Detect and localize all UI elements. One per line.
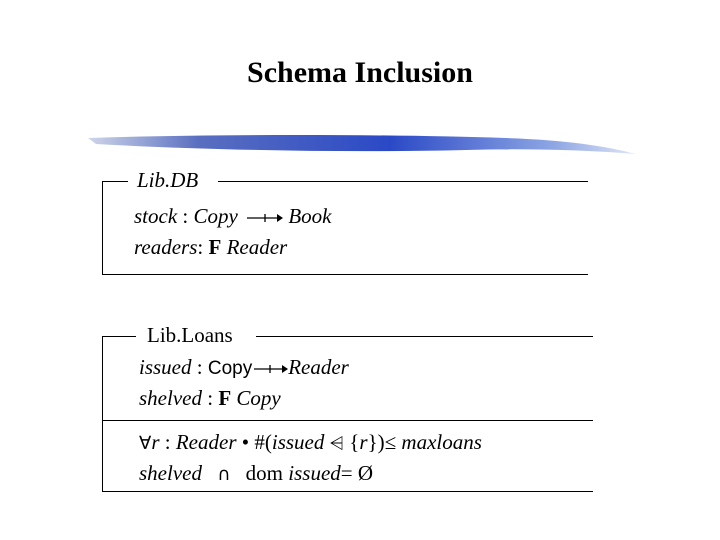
schema-libloans-decl-shelved (139, 386, 281, 411)
schema-libloans-name: Lib.Loans (147, 323, 233, 347)
partial-injection-arrow-icon (252, 362, 288, 376)
schema-libdb-name: Lib.DB (137, 168, 199, 192)
schema-libdb-bottom-rule (102, 274, 588, 275)
decl-domain-type: Copy (207, 358, 253, 379)
decl-colon: : (191, 355, 208, 379)
such-that-dot: • (241, 430, 250, 454)
bound-variable: r (151, 430, 160, 454)
schema-libloans-divider (102, 420, 593, 421)
decl-colon: : (177, 204, 194, 228)
decl-colon: : (201, 386, 219, 410)
decl-colon: : (197, 235, 209, 259)
equals-symbol: = (340, 461, 353, 485)
empty-set-symbol: Ø (357, 461, 374, 485)
pred-variable: shelved (139, 461, 202, 485)
brush-stroke-divider (86, 128, 638, 160)
schema-libloans-left-rule (102, 336, 103, 492)
pred-colon: : (159, 430, 176, 454)
decl-type: Copy (236, 386, 281, 410)
schema-libloans-predicate-2 (139, 461, 373, 486)
finite-set-symbol: F (218, 386, 232, 410)
decl-variable: shelved (139, 386, 202, 410)
schema-libdb-top-left-rule (102, 181, 128, 182)
decl-domain-type: Copy (193, 204, 238, 228)
decl-variable: readers (134, 235, 198, 259)
schema-libloans-top-right-rule (256, 336, 593, 337)
decl-type: Reader (226, 235, 288, 259)
forall-symbol: ∀ (139, 433, 152, 454)
schema-libdb-decl-stock (134, 204, 331, 229)
set-close: }) (367, 430, 385, 454)
decl-range-type: Reader (288, 355, 349, 379)
pred-function: issued (288, 461, 341, 485)
schema-libloans-decl-issued (139, 355, 349, 380)
schema-libdb-decl-readers (134, 235, 287, 260)
pred-bound: maxloans (401, 430, 482, 454)
decl-range-type: Book (288, 204, 332, 228)
pred-type: Reader (175, 430, 237, 454)
domain-subtraction-icon: ⩤ (329, 433, 345, 454)
dom-operator: dom (245, 461, 284, 485)
leq-symbol: ≤ (384, 430, 397, 454)
schema-libloans-predicate-1 (139, 430, 482, 455)
decl-variable: stock (134, 204, 178, 228)
cardinality-open: #( (254, 430, 272, 454)
schema-libdb-left-rule (102, 181, 103, 275)
set-variable: r (359, 430, 368, 454)
pred-function: issued (271, 430, 325, 454)
schema-libloans-top-left-rule (102, 336, 136, 337)
intersection-icon: ∩ (217, 464, 231, 485)
schema-libdb-top-right-rule (218, 181, 588, 182)
slide-title: Schema Inclusion (247, 56, 473, 89)
finite-set-symbol: F (208, 235, 222, 259)
set-open: { (349, 430, 360, 454)
schema-libloans-bottom-rule (102, 491, 593, 492)
partial-injection-arrow-icon (243, 211, 283, 225)
decl-variable: issued (139, 355, 192, 379)
